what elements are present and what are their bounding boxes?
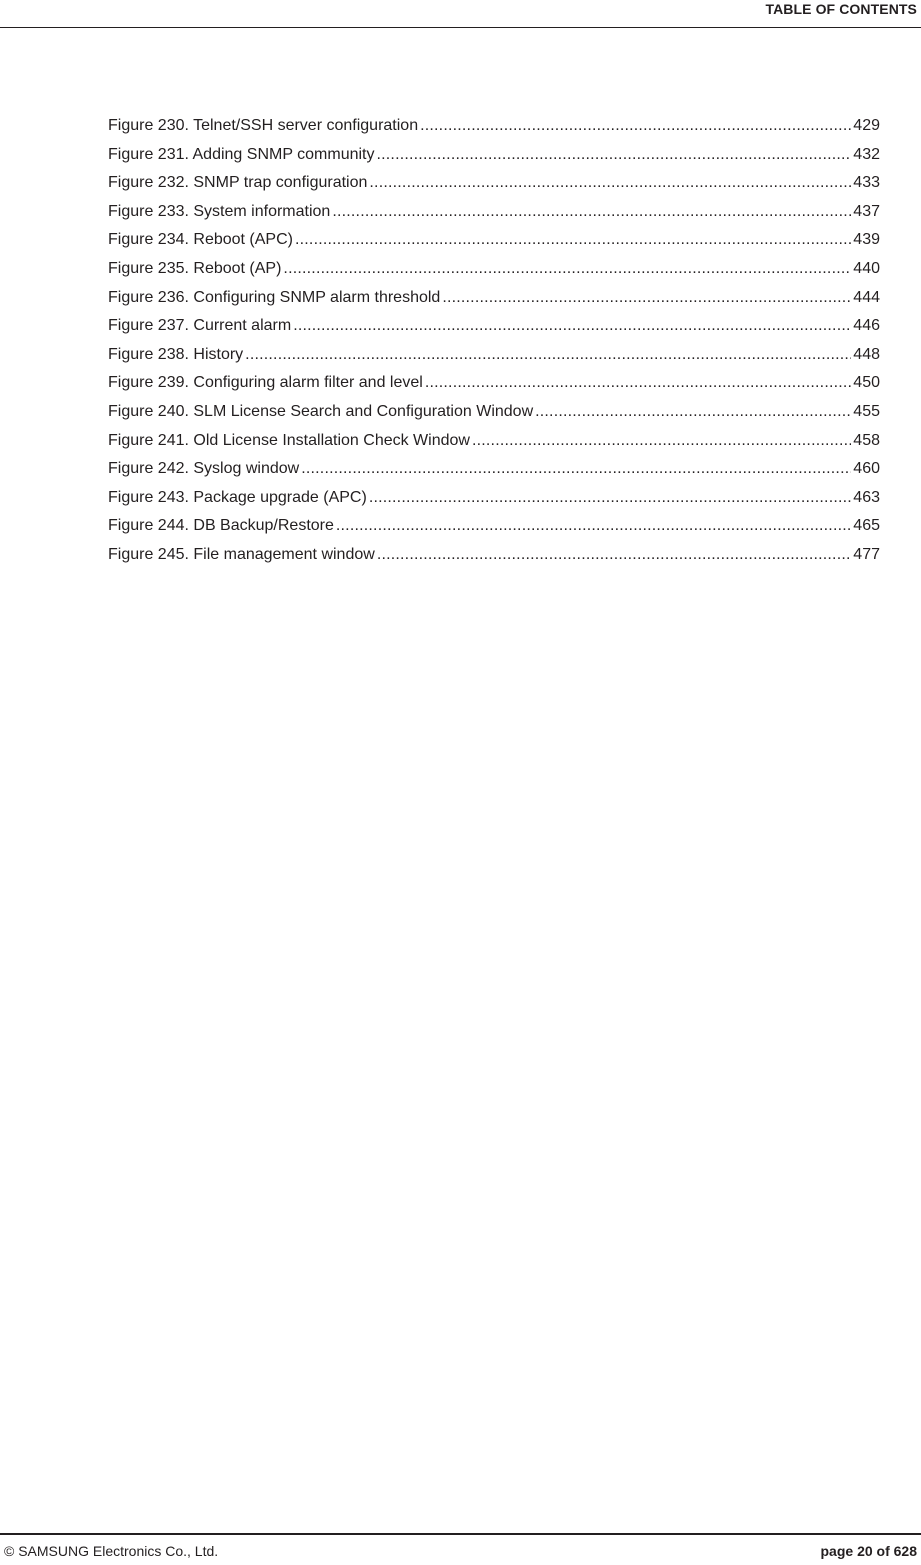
toc-entry[interactable]: [108, 259, 880, 288]
toc-entry-title: Figure 241. Old License Installation Check Window: [108, 431, 470, 449]
toc-dot-leader: [472, 431, 851, 451]
toc-entry-title: Figure 233. System information: [108, 202, 331, 220]
toc-entry[interactable]: [108, 116, 880, 145]
toc-entry-title: Figure 235. Reboot (AP): [108, 259, 282, 277]
toc-entry[interactable]: [108, 545, 880, 574]
toc-entry[interactable]: [108, 488, 880, 517]
toc-entry[interactable]: [108, 402, 880, 431]
toc-entry-page: 433: [853, 174, 880, 192]
toc-entry-page: 460: [853, 460, 880, 478]
toc-entry[interactable]: [108, 145, 880, 174]
toc-entry-title: Figure 240. SLM License Search and Configuration Window: [108, 402, 534, 420]
toc-dot-leader: [336, 516, 851, 536]
toc-dot-leader: [293, 316, 851, 336]
toc-entry-title: Figure 238. History: [108, 345, 244, 363]
toc-dot-leader: [377, 545, 851, 565]
toc-entry[interactable]: [108, 431, 880, 460]
toc-dot-leader: [369, 488, 851, 508]
toc-entry-title: Figure 236. Configuring SNMP alarm threshold: [108, 288, 441, 306]
toc-entry-page: 465: [853, 517, 880, 535]
toc-entry-page: 439: [853, 231, 880, 249]
toc-entry[interactable]: [108, 345, 880, 374]
toc-entry-page: 448: [853, 345, 880, 363]
toc-list: [108, 116, 880, 574]
toc-dot-leader: [442, 288, 851, 308]
toc-dot-leader: [377, 145, 852, 165]
toc-entry-page: 450: [853, 374, 880, 392]
toc-dot-leader: [301, 459, 851, 479]
page-footer: [0, 1533, 921, 1565]
toc-dot-leader: [535, 402, 851, 422]
toc-entry-page: 437: [853, 202, 880, 220]
toc-dot-leader: [425, 373, 851, 393]
toc-dot-leader: [369, 173, 851, 193]
toc-entry-page: 444: [853, 288, 880, 306]
toc-entry-title: Figure 230. Telnet/SSH server configuration: [108, 117, 419, 134]
toc-entry-title: Figure 234. Reboot (APC): [108, 231, 293, 249]
toc-entry-title: Figure 232. SNMP trap configuration: [108, 174, 368, 192]
page-header: [0, 0, 921, 28]
toc-entry[interactable]: [108, 316, 880, 345]
toc-entry[interactable]: [108, 373, 880, 402]
toc-dot-leader: [420, 116, 851, 136]
toc-entry-title: Figure 245. File management window: [108, 545, 375, 563]
toc-dot-leader: [283, 259, 851, 279]
toc-dot-leader: [295, 230, 851, 250]
toc-entry[interactable]: [108, 202, 880, 231]
page-number: page 20 of 628: [820, 1543, 917, 1559]
toc-entry[interactable]: [108, 173, 880, 202]
toc-entry[interactable]: [108, 459, 880, 488]
header-title: TABLE OF CONTENTS: [765, 1, 917, 17]
toc-entry-page: 455: [853, 402, 880, 420]
toc-entry-title: Figure 244. DB Backup/Restore: [108, 517, 334, 535]
toc-entry[interactable]: [108, 516, 880, 545]
toc-entry-title: Figure 237. Current alarm: [108, 317, 292, 335]
toc-entry-page: 440: [853, 259, 880, 277]
toc-entry-page: 463: [853, 488, 880, 506]
toc-entry-title: Figure 243. Package upgrade (APC): [108, 488, 367, 506]
toc-entry-page: 432: [853, 145, 880, 163]
toc-entry-page: 446: [853, 317, 880, 335]
toc-dot-leader: [245, 345, 851, 365]
copyright-text: © SAMSUNG Electronics Co., Ltd.: [4, 1543, 219, 1559]
toc-dot-leader: [332, 202, 851, 222]
toc-entry-page: 429: [853, 117, 880, 134]
toc-entry-title: Figure 231. Adding SNMP community: [108, 145, 375, 163]
toc-entry-title: Figure 242. Syslog window: [108, 460, 300, 478]
toc-entry[interactable]: [108, 230, 880, 259]
toc-entry-title: Figure 239. Configuring alarm filter and level: [108, 374, 423, 392]
toc-entry-page: 477: [853, 545, 880, 563]
toc-entry-page: 458: [853, 431, 880, 449]
toc-entry[interactable]: [108, 288, 880, 317]
